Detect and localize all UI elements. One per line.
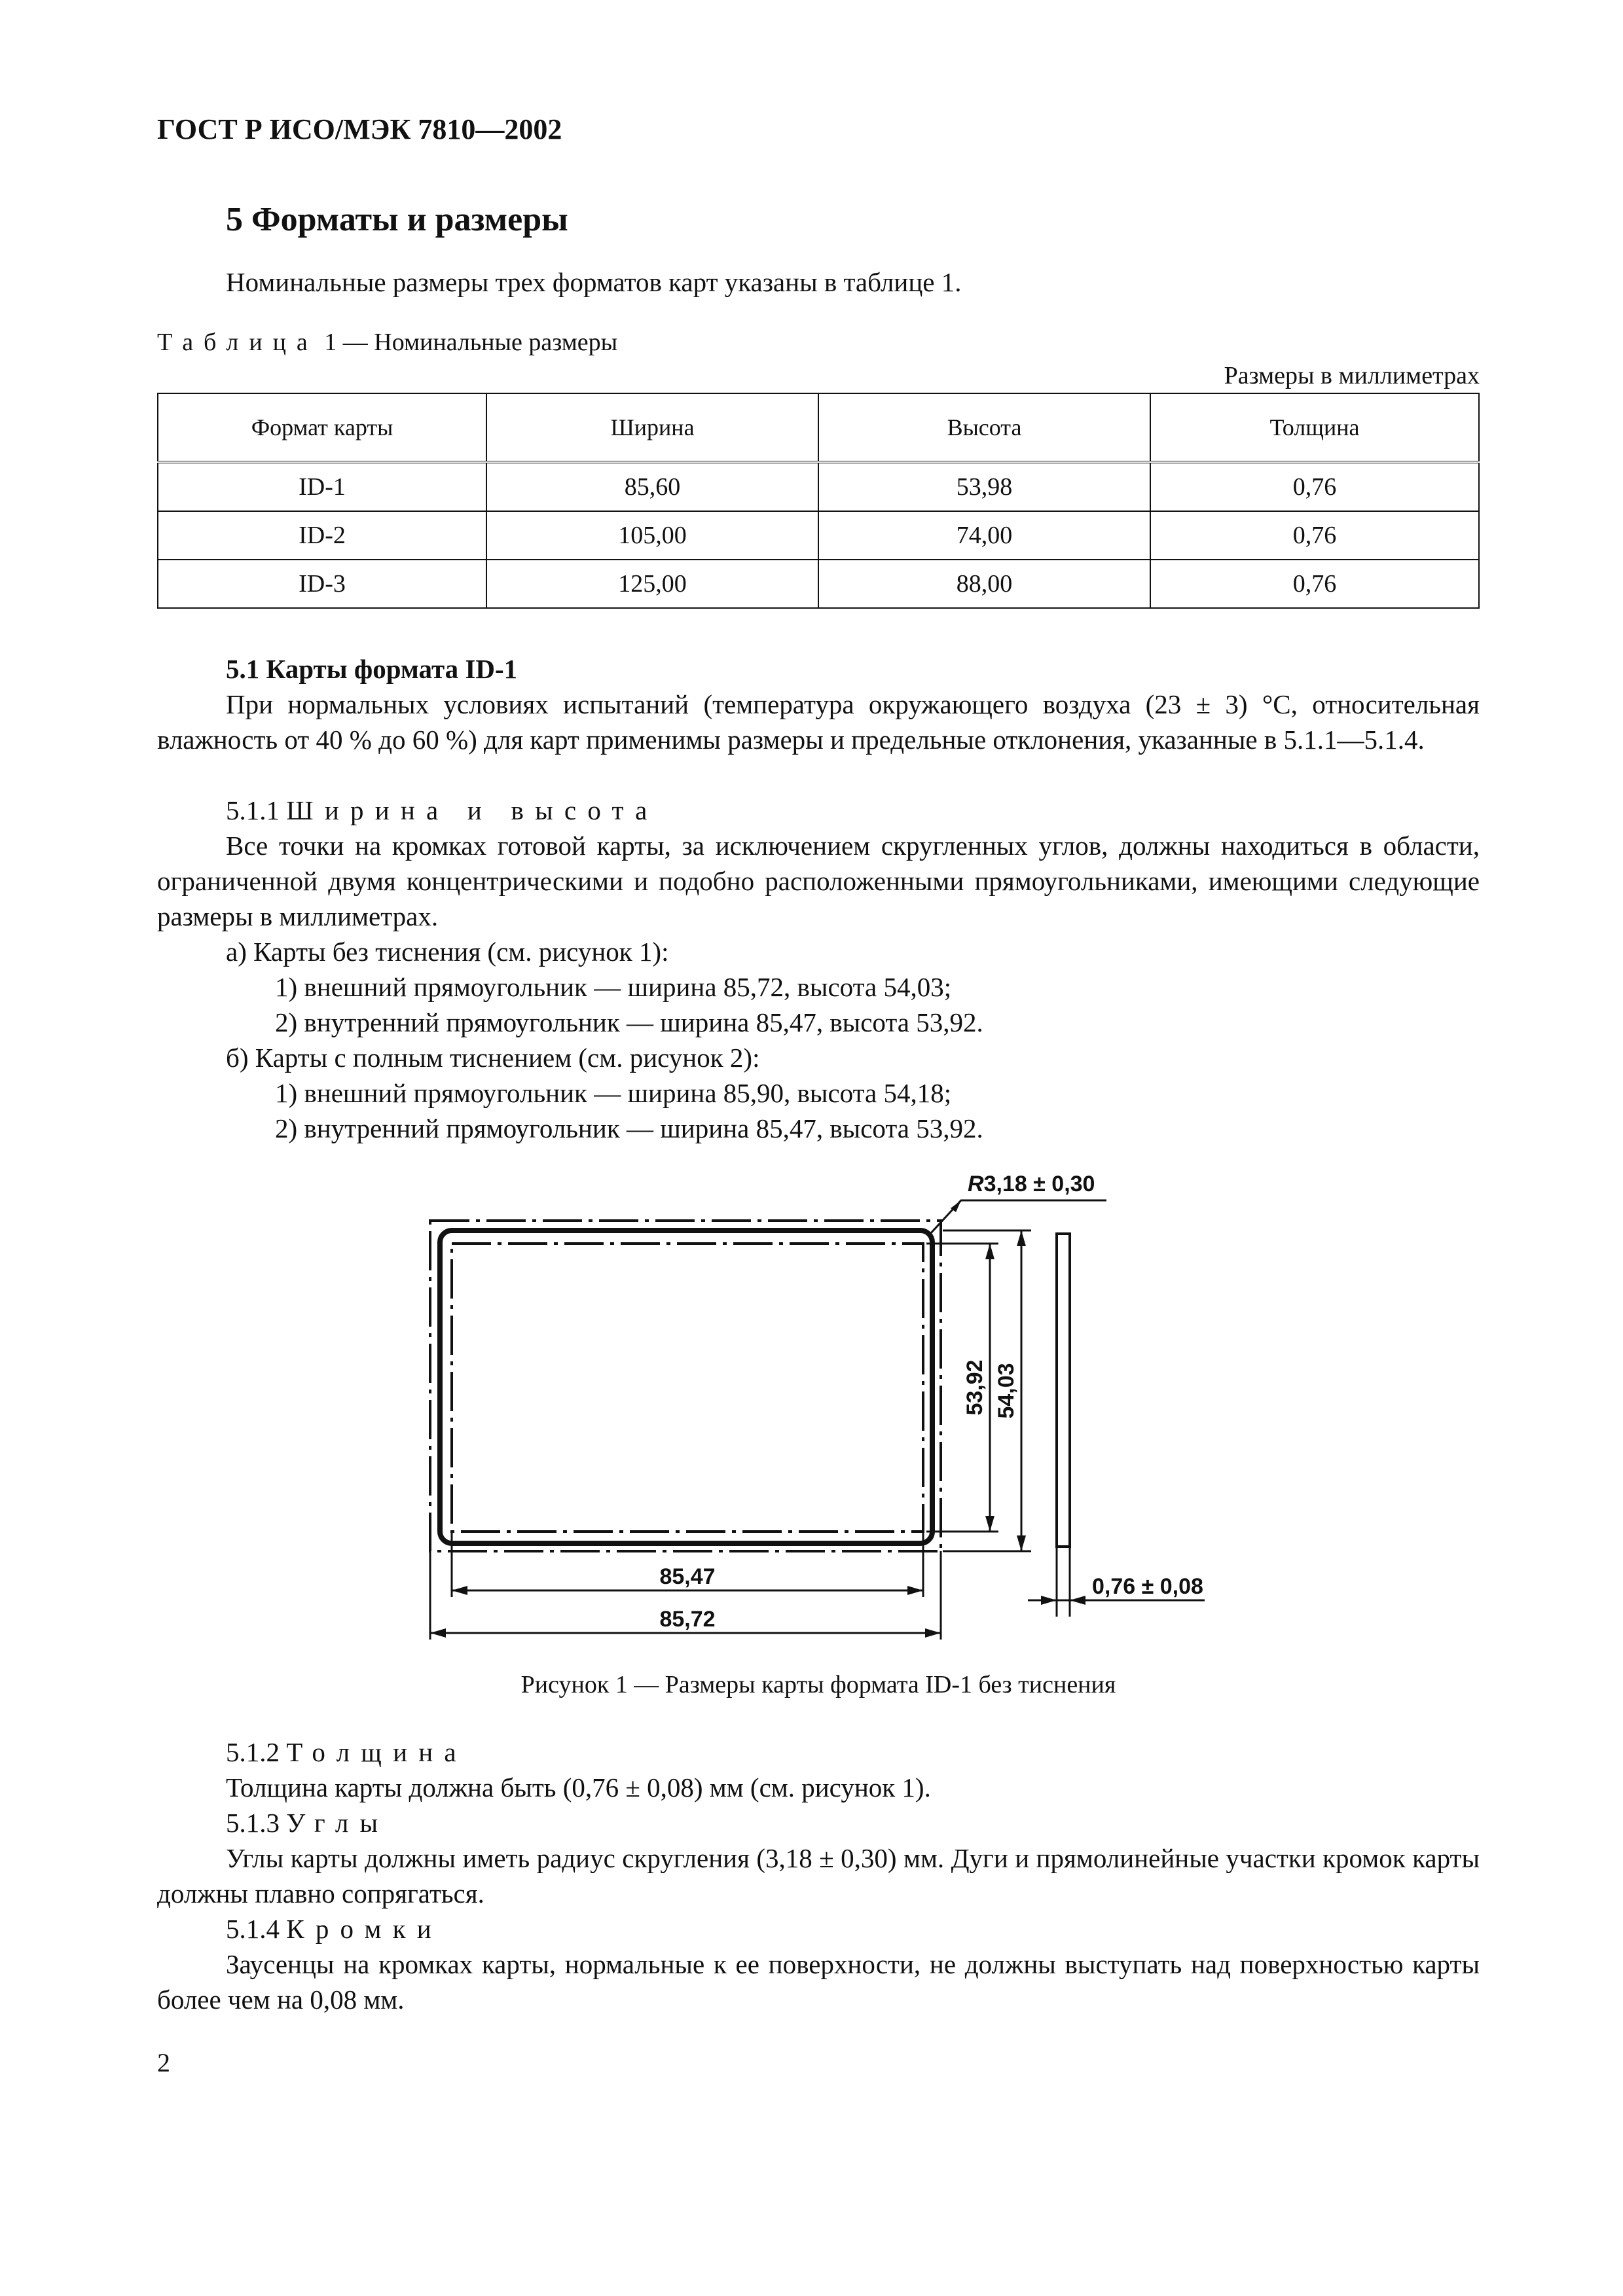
dim-label-thickness: 0,76 ± 0,08 (1092, 1574, 1203, 1599)
subsection-5-1-4-heading (226, 1911, 443, 1946)
table-cell: 0,76 (1150, 511, 1479, 560)
dim-label-53-92: 53,92 (962, 1359, 987, 1416)
subsection-5-1-3-heading (226, 1805, 389, 1840)
subsection-5-1-paragraph: При нормальных условиях испытаний (температура окружающего воздуха (23 ± 3) °С, относительная влажность от 40 % до 60 %) для карт применимы размеры и предельные отклонения, указанные в 5.1.1—5.1.4. (157, 689, 1480, 755)
subsection-number: 5.1.4 (226, 1914, 280, 1944)
subsection-5-1-3-paragraph: Углы карты должны иметь радиус скругления (3,18 ± 0,30) мм. Дуги и прямолинейные участки кромок карты должны плавно сопрягаться. (157, 1843, 1480, 1909)
table-cell: ID-2 (158, 511, 486, 560)
radius-label (968, 1172, 1095, 1196)
figure-caption: Рисунок 1 — Размеры карты формата ID-1 без тиснения (520, 1671, 1116, 1698)
arrowhead (985, 1244, 994, 1259)
card-side-view (1057, 1234, 1070, 1547)
radius-value: 3,18 ± 0,30 (983, 1172, 1095, 1196)
table-cell: ID-1 (158, 462, 486, 511)
intro-paragraph: Номинальные размеры трех форматов карт указаны в таблице 1. (226, 267, 962, 297)
table-cell: 85,60 (486, 462, 818, 511)
list-item-b: б) Карты с полным тиснением (см. рисунок 2): (226, 1043, 760, 1073)
subsection-title: Ширина и высота (286, 795, 659, 825)
arrowhead (985, 1516, 994, 1532)
arrowhead (430, 1628, 446, 1638)
table-cell: 74,00 (818, 511, 1150, 560)
document-header: ГОСТ Р ИСО/МЭК 7810—2002 (157, 113, 562, 145)
table-cell: 105,00 (486, 511, 818, 560)
subsection-title: Углы (286, 1808, 390, 1838)
subsection-5-1-2-heading (226, 1734, 467, 1770)
subsection-number: 5.1.3 (226, 1808, 280, 1838)
arrowhead (1017, 1535, 1026, 1551)
dim-label-85-72: 85,72 (659, 1607, 716, 1632)
table-units-note: Размеры в миллиметрах (1224, 362, 1480, 389)
table-cell: 88,00 (818, 560, 1150, 608)
subsection-title: Кромки (286, 1914, 443, 1944)
list-item-b1: 1) внешний прямоугольник — ширина 85,90, высота 54,18; (275, 1078, 952, 1108)
radius-prefix: R (968, 1172, 984, 1196)
arrowhead (1070, 1596, 1085, 1605)
subsection-number: 5.1.2 (226, 1737, 280, 1767)
subsection-5-1-1-paragraph: Все точки на кромках готовой карты, за исключением скругленных углов, должны находиться в области, ограниченной двумя концентрическими и подобно расположенными прямоугольниками, имеющими следующие размеры в миллиметрах. (157, 831, 1480, 931)
list-item-a1: 1) внешний прямоугольник — ширина 85,72, высота 54,03; (275, 972, 952, 1002)
list-item-a: а) Карты без тиснения (см. рисунок 1): (226, 937, 669, 967)
table-header-cell: Формат карты (158, 393, 486, 462)
table-cell: 0,76 (1150, 560, 1479, 608)
table-cell: 0,76 (1150, 462, 1479, 511)
subsection-5-1-4-paragraph: Заусенцы на кромках карты, нормальные к ее поверхности, не должны выступать над поверхностью карты более чем на 0,08 мм. (157, 1949, 1480, 2015)
subsection-5-1-title: 5.1 Карты формата ID-1 (226, 654, 518, 684)
arrowhead (1041, 1596, 1057, 1605)
arrowhead (452, 1586, 467, 1595)
table-header-cell: Толщина (1150, 393, 1479, 462)
arrowhead (925, 1628, 941, 1638)
card-outline (440, 1230, 932, 1543)
list-item-a2: 2) внутренний прямоугольник — ширина 85,47, высота 53,92. (275, 1007, 983, 1037)
table-cell: 125,00 (486, 560, 818, 608)
table-header-cell: Высота (818, 393, 1150, 462)
table-cell: ID-3 (158, 560, 486, 608)
inner-boundary-rect (452, 1244, 923, 1532)
table-header-cell: Ширина (486, 393, 818, 462)
subsection-number: 5.1.1 (226, 795, 280, 825)
dim-label-85-47: 85,47 (659, 1564, 716, 1589)
dim-label-54-03: 54,03 (994, 1363, 1019, 1419)
table-caption-prefix: Таблица (157, 329, 318, 356)
list-item-b2: 2) внутренний прямоугольник — ширина 85,47, высота 53,92. (275, 1113, 983, 1143)
arrowhead (1017, 1230, 1026, 1246)
subsection-title: Толщина (286, 1737, 467, 1767)
page-number: 2 (157, 2048, 170, 2077)
table-cell: 53,98 (818, 462, 1150, 511)
outer-boundary-rect (430, 1221, 941, 1551)
subsection-5-1-2-paragraph: Толщина карты должна быть (0,76 ± 0,08) мм (см. рисунок 1). (226, 1772, 931, 1803)
arrowhead (907, 1586, 923, 1595)
table-caption-rest: 1 — Номинальные размеры (318, 329, 618, 356)
section-title: 5 Форматы и размеры (226, 201, 568, 238)
